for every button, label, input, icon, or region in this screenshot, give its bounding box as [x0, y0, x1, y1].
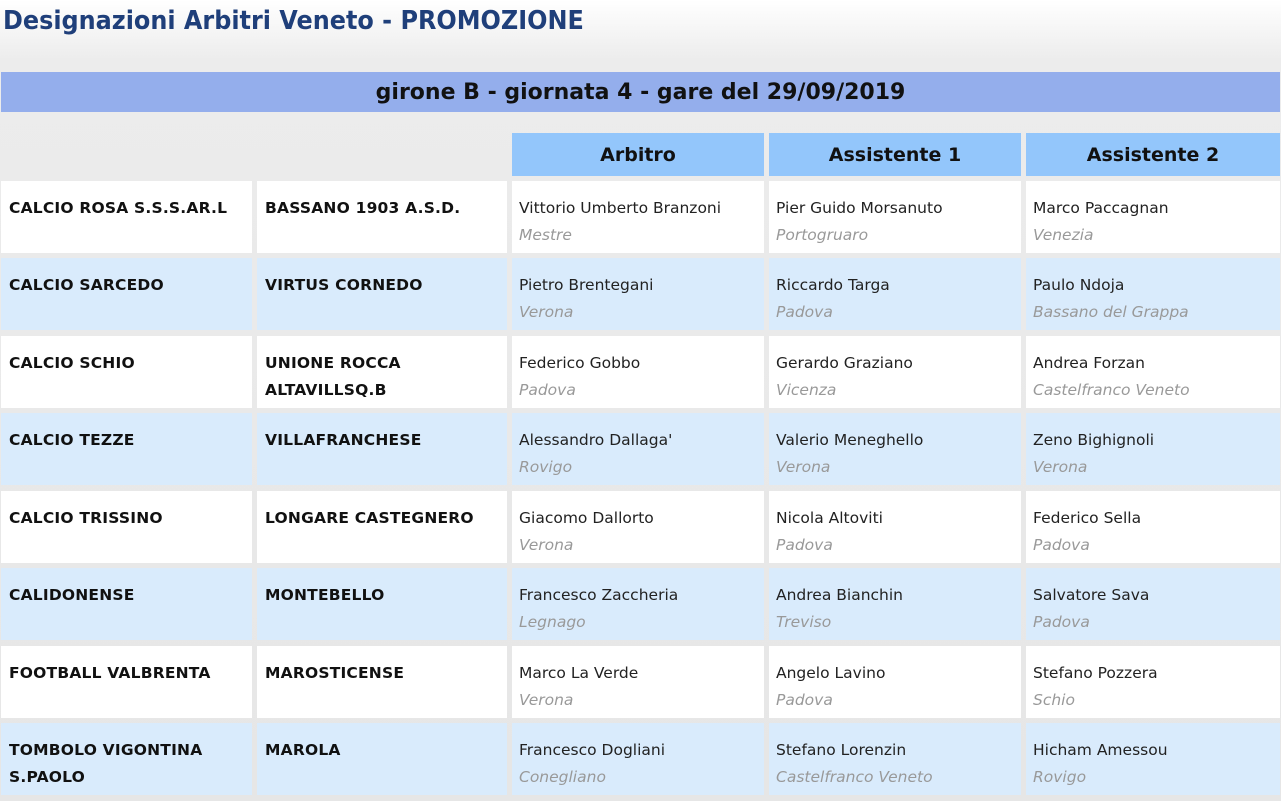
- assistant-2-city: Padova: [1033, 613, 1090, 631]
- home-team-cell: [1, 491, 252, 563]
- table-row: [0, 258, 1281, 330]
- table-row: [0, 723, 1281, 795]
- home-team: FOOTBALL VALBRENTA: [9, 664, 211, 682]
- home-team-cell: [1, 258, 252, 330]
- away-team: LONGARE CASTEGNERO: [265, 509, 474, 527]
- home-team: CALCIO ROSA S.S.S.AR.L: [9, 199, 228, 217]
- away-team-cell: [257, 723, 507, 795]
- table-row: [0, 336, 1281, 408]
- page-title-category: PROMOZIONE: [400, 6, 584, 36]
- column-header-assistente-2: [1026, 133, 1280, 176]
- away-team: MONTEBELLO: [265, 586, 385, 604]
- home-team-cell: [1, 723, 252, 795]
- assistant-1-cell: [769, 258, 1021, 330]
- assistant-2-city: Bassano del Grappa: [1033, 303, 1189, 321]
- home-team: CALIDONENSE: [9, 586, 135, 604]
- assistant-1-cell: [769, 413, 1021, 485]
- column-header-assistente-1-label: Assistente 1: [828, 143, 962, 166]
- assistant-2-name: Salvatore Sava: [1033, 586, 1150, 604]
- referee-name: Francesco Zaccheria: [519, 586, 679, 604]
- assistant-1-city: Portogruaro: [776, 226, 869, 244]
- assistant-1-name: Stefano Lorenzin: [776, 741, 907, 759]
- assistant-2-name: Paulo Ndoja: [1033, 276, 1125, 294]
- assistant-1-city: Padova: [776, 536, 833, 554]
- assistant-1-name: Pier Guido Morsanuto: [776, 199, 943, 217]
- referee-cell: [512, 568, 764, 640]
- away-team: UNIONE ROCCA ALTAVILLSQ.B: [265, 354, 401, 399]
- assistant-2-cell: [1026, 491, 1280, 563]
- referee-name: Federico Gobbo: [519, 354, 641, 372]
- assistant-2-city: Rovigo: [1033, 768, 1087, 786]
- assistant-2-city: Castelfranco Veneto: [1033, 381, 1190, 399]
- away-team: VILLAFRANCHESE: [265, 431, 422, 449]
- assistant-2-cell: [1026, 258, 1280, 330]
- assistant-1-city: Verona: [776, 458, 831, 476]
- home-team: CALCIO TRISSINO: [9, 509, 163, 527]
- away-team: MAROLA: [265, 741, 341, 759]
- away-team-cell: [257, 336, 507, 408]
- assistant-1-cell: [769, 181, 1021, 253]
- assistant-2-name: Hicham Amessou: [1033, 741, 1168, 759]
- referee-cell: [512, 181, 764, 253]
- table-row: [0, 491, 1281, 563]
- referee-name: Alessandro Dallaga': [519, 431, 673, 449]
- assistant-2-city: Verona: [1033, 458, 1088, 476]
- referee-city: Verona: [519, 536, 574, 554]
- assistant-2-city: Schio: [1033, 691, 1075, 709]
- assistant-1-cell: [769, 336, 1021, 408]
- assistant-1-cell: [769, 568, 1021, 640]
- referee-cell: [512, 723, 764, 795]
- referee-city: Mestre: [519, 226, 572, 244]
- assistant-2-name: Stefano Pozzera: [1033, 664, 1158, 682]
- assistant-1-cell: [769, 723, 1021, 795]
- assistant-2-cell: [1026, 723, 1280, 795]
- assistant-2-city: Venezia: [1033, 226, 1094, 244]
- home-team-cell: [1, 646, 252, 718]
- referee-name: Francesco Dogliani: [519, 741, 666, 759]
- referee-city: Legnago: [519, 613, 586, 631]
- column-header-assistente-1: [769, 133, 1021, 176]
- assistant-1-city: Padova: [776, 303, 833, 321]
- assistant-1-city: Castelfranco Veneto: [776, 768, 933, 786]
- assistant-1-city: Treviso: [776, 613, 832, 631]
- assistant-2-cell: [1026, 181, 1280, 253]
- assistant-1-city: Vicenza: [776, 381, 837, 399]
- referee-city: Conegliano: [519, 768, 606, 786]
- column-header-arbitro: [512, 133, 764, 176]
- assistant-2-name: Federico Sella: [1033, 509, 1142, 527]
- home-team: CALCIO SCHIO: [9, 354, 135, 372]
- assistant-2-cell: [1026, 413, 1280, 485]
- referee-cell: [512, 413, 764, 485]
- home-team-cell: [1, 413, 252, 485]
- round-header-text: girone B - giornata 4 - gare del 29/09/2019: [375, 79, 906, 105]
- assistant-2-cell: [1026, 568, 1280, 640]
- home-team-cell: [1, 336, 252, 408]
- away-team-cell: [257, 568, 507, 640]
- referee-name: Marco La Verde: [519, 664, 639, 682]
- home-team: CALCIO TEZZE: [9, 431, 135, 449]
- assistant-2-cell: [1026, 336, 1280, 408]
- page-title: [3, 6, 584, 36]
- assistant-1-name: Nicola Altoviti: [776, 509, 883, 527]
- column-header-arbitro-label: Arbitro: [600, 143, 676, 166]
- round-header: [1, 72, 1280, 112]
- table-row: [0, 181, 1281, 253]
- away-team-cell: [257, 413, 507, 485]
- referee-cell: [512, 646, 764, 718]
- home-team: TOMBOLO VIGONTINA S.PAOLO: [9, 741, 203, 786]
- away-team: MAROSTICENSE: [265, 664, 405, 682]
- referee-name: Vittorio Umberto Branzoni: [519, 199, 722, 217]
- referee-city: Padova: [519, 381, 576, 399]
- away-team-cell: [257, 181, 507, 253]
- assistant-1-cell: [769, 646, 1021, 718]
- away-team-cell: [257, 491, 507, 563]
- table-row: [0, 413, 1281, 485]
- assistant-1-name: Andrea Bianchin: [776, 586, 903, 604]
- table-row: [0, 568, 1281, 640]
- assistant-2-name: Marco Paccagnan: [1033, 199, 1169, 217]
- assistant-1-name: Gerardo Graziano: [776, 354, 913, 372]
- home-team-cell: [1, 181, 252, 253]
- referee-city: Rovigo: [519, 458, 573, 476]
- assistant-1-name: Valerio Meneghello: [776, 431, 924, 449]
- referee-name: Pietro Brentegani: [519, 276, 654, 294]
- away-team: BASSANO 1903 A.S.D.: [265, 199, 461, 217]
- referee-city: Verona: [519, 691, 574, 709]
- assistant-1-name: Angelo Lavino: [776, 664, 886, 682]
- assistant-2-cell: [1026, 646, 1280, 718]
- referee-cell: [512, 258, 764, 330]
- home-team-cell: [1, 568, 252, 640]
- away-team-cell: [257, 646, 507, 718]
- table-row: [0, 646, 1281, 718]
- referee-city: Verona: [519, 303, 574, 321]
- column-header-assistente-2-label: Assistente 2: [1086, 143, 1220, 166]
- assistant-2-city: Padova: [1033, 536, 1090, 554]
- page-title-prefix: Designazioni Arbitri Veneto -: [3, 6, 401, 36]
- assistant-1-cell: [769, 491, 1021, 563]
- assistant-2-name: Andrea Forzan: [1033, 354, 1145, 372]
- home-team: CALCIO SARCEDO: [9, 276, 164, 294]
- away-team: VIRTUS CORNEDO: [265, 276, 423, 294]
- referee-cell: [512, 491, 764, 563]
- assistant-1-name: Riccardo Targa: [776, 276, 890, 294]
- assistant-2-name: Zeno Bighignoli: [1033, 431, 1155, 449]
- referee-name: Giacomo Dallorto: [519, 509, 654, 527]
- assistant-1-city: Padova: [776, 691, 833, 709]
- away-team-cell: [257, 258, 507, 330]
- referee-cell: [512, 336, 764, 408]
